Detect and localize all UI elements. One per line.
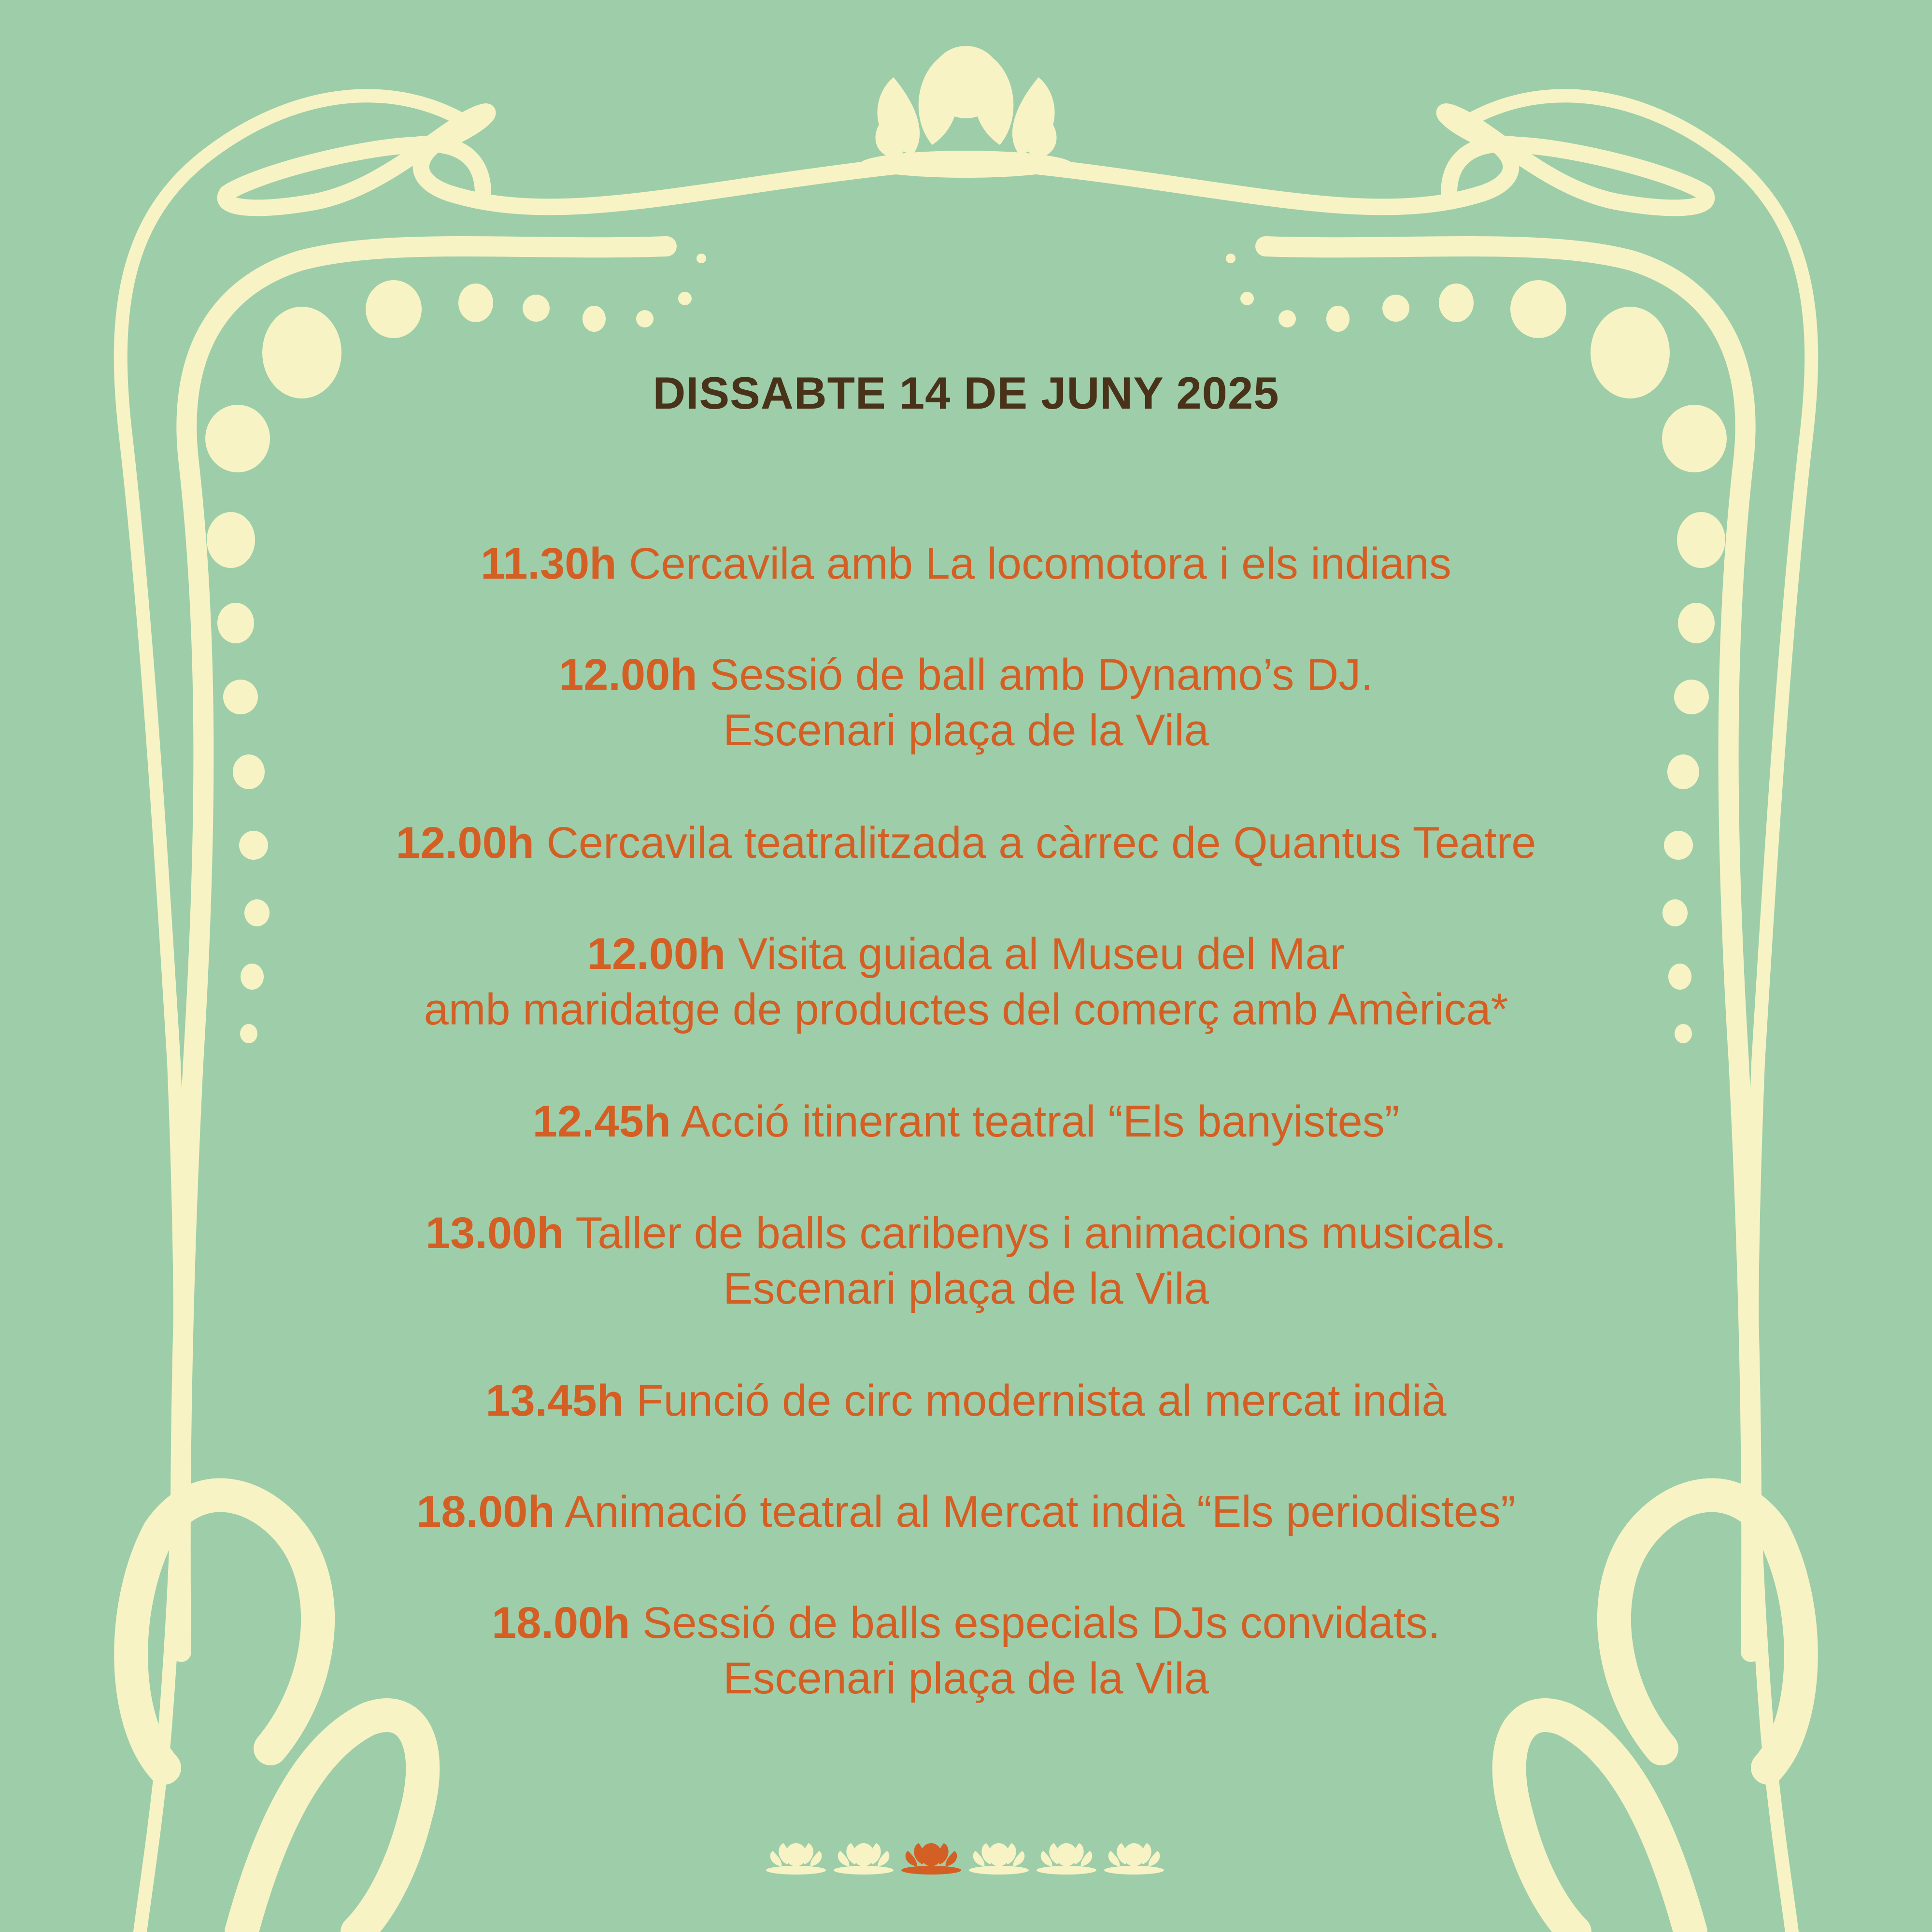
event-detail: amb maridatge de productes del comerç amb Amèrica* <box>424 985 1508 1034</box>
event-time: 12.00h <box>587 929 726 979</box>
event-text: Cercavila amb La locomotora i els indians <box>629 539 1451 588</box>
shell-icon <box>969 1843 1029 1875</box>
event-time: 12.00h <box>396 818 534 867</box>
event-location: Escenari plaça de la Vila <box>723 706 1209 755</box>
event-time: 18.00h <box>416 1487 555 1536</box>
shell-icon <box>1037 1843 1096 1875</box>
top-crest <box>860 46 1072 178</box>
event-1200-museu <box>0 926 1932 1037</box>
event-1800-mercat <box>0 1484 1932 1540</box>
event-location: Escenari plaça de la Vila <box>723 1654 1209 1703</box>
event-text: Sessió de balls especials DJs convidats. <box>642 1598 1440 1648</box>
event-text: Acció itinerant teatral “Els banyistes” <box>681 1097 1400 1146</box>
event-text: Cercavila teatralitzada a càrrec de Quantus Teatre <box>546 818 1536 867</box>
event-text: Sessió de ball amb Dynamo’s DJ. <box>710 650 1373 699</box>
event-text: Taller de balls caribenys i animacions musicals. <box>575 1208 1506 1258</box>
event-location: Escenari plaça de la Vila <box>723 1264 1209 1313</box>
event-1300 <box>0 1206 1932 1317</box>
event-text: Visita guiada al Museu del Mar <box>738 929 1345 979</box>
event-1800-djs <box>0 1595 1932 1706</box>
event-1345 <box>0 1373 1932 1429</box>
event-1200-dj <box>0 647 1932 758</box>
event-1245 <box>0 1094 1932 1150</box>
page-title: DISSABTE 14 DE JUNY 2025 <box>653 368 1279 418</box>
shell-icon-accent <box>901 1843 961 1875</box>
event-1200-cercavila <box>0 815 1932 871</box>
shell-icon <box>1104 1843 1164 1875</box>
event-time: 11.30h <box>481 539 617 588</box>
event-time: 18.00h <box>492 1598 630 1648</box>
shell-icon <box>766 1843 826 1875</box>
event-text: Animació teatral al Mercat indià “Els periodistes” <box>565 1487 1516 1536</box>
event-time: 13.45h <box>485 1376 624 1425</box>
event-time: 13.00h <box>425 1208 564 1258</box>
event-text: Funció de circ modernista al mercat indià <box>636 1376 1447 1425</box>
event-time: 12.00h <box>559 650 697 699</box>
shell-icon <box>834 1843 894 1875</box>
event-1130 <box>0 536 1932 592</box>
footer-flowers <box>0 1840 1932 1879</box>
event-time: 12.45h <box>532 1097 671 1146</box>
